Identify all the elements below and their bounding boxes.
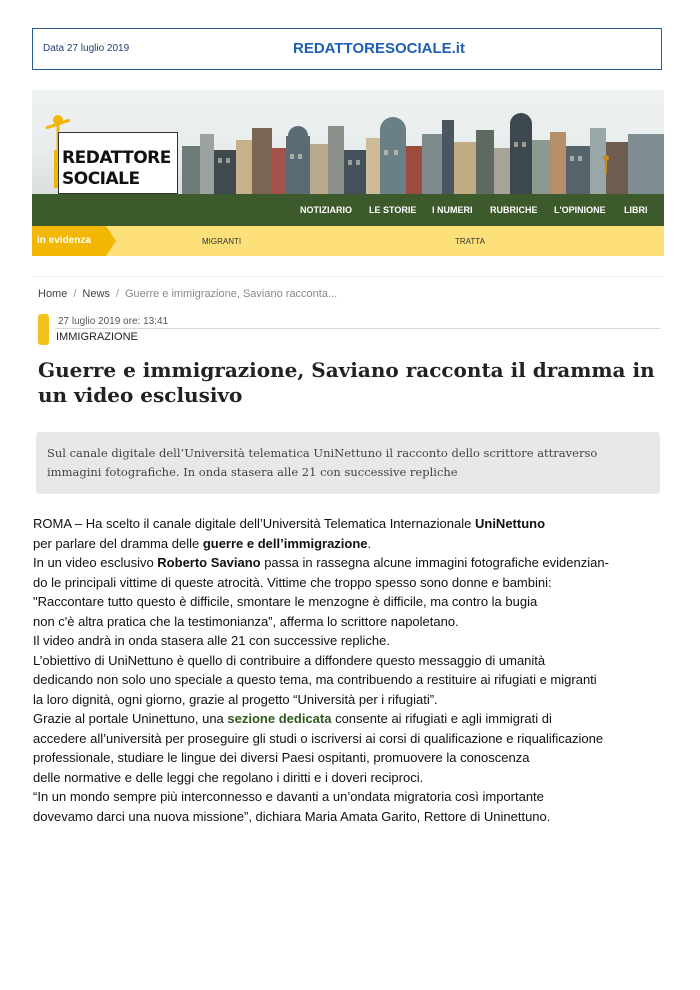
body-line — [33, 534, 673, 554]
breadcrumb-current: Guerre e immigrazione, Saviano racconta... — [124, 288, 338, 300]
body-line: Il video andrà in onda stasera alle 21 con successive repliche. — [33, 633, 390, 648]
body-line — [33, 553, 673, 573]
article-title — [38, 358, 658, 408]
body-line: non c'è altra pratica che la testimonianza”, afferma lo scrittore napoletano. — [33, 613, 459, 629]
sezione-dedicata-link[interactable]: sezione dedicata — [227, 711, 332, 726]
breadcrumb-separator: / — [73, 288, 77, 300]
nav-item-opinione[interactable]: L'OPINIONE — [554, 205, 606, 215]
article-summary — [47, 444, 647, 482]
body-text: consente ai rifugiati e agli immigrati di — [331, 711, 552, 726]
body-line — [33, 709, 673, 729]
logo-text-line2: SOCIALE — [62, 169, 140, 189]
body-text: ROMA – Ha scelto il canale digitale dell’Università Telematica Internazionale — [33, 516, 475, 531]
body-bold: UniNettuno — [474, 516, 546, 531]
summary-line2: immagini fotografiche. In onda stasera alle 21 con successive repliche — [47, 465, 458, 479]
article-summary-box — [36, 432, 660, 494]
main-navigation — [32, 194, 664, 226]
article-date: 27 luglio 2019 ore: 13:41 — [58, 316, 169, 327]
body-line: la loro dignità, ogni giorno, grazie al progetto “Università per i rifugiati”. — [33, 691, 438, 707]
print-date: Data 27 luglio 2019 — [43, 43, 130, 54]
in-evidenza-bar — [32, 226, 664, 256]
body-line: professionale, studiare le lingue dei diversi Paesi ospitanti, promuovere la conoscenza — [33, 750, 530, 765]
date-bar — [32, 28, 662, 70]
evidenza-link-migranti[interactable]: MIGRANTI — [202, 237, 242, 246]
breadcrumb-news[interactable]: News — [82, 288, 110, 300]
breadcrumb-separator: / — [115, 288, 119, 300]
body-line — [33, 514, 673, 534]
nav-item-rubriche[interactable]: RUBRICHE — [490, 205, 538, 215]
nav-item-libri[interactable]: LIBRI — [624, 205, 648, 215]
in-evidenza-arrow — [106, 226, 116, 256]
breadcrumb-home[interactable]: Home — [38, 288, 68, 300]
article-title-line2: un video esclusivo — [38, 383, 243, 407]
meta-divider — [55, 328, 660, 329]
body-bold: Roberto Saviano — [157, 555, 261, 570]
nav-item-le-storie[interactable]: LE STORIE — [369, 205, 417, 215]
in-evidenza-tag — [32, 226, 106, 256]
body-line: delle normative e delle leggi che regolano i diritti e i doveri reciproci. — [33, 769, 424, 785]
body-text: per parlare del dramma delle — [33, 535, 203, 551]
article-category[interactable]: IMMIGRAZIONE — [56, 331, 138, 343]
body-text: . — [367, 535, 372, 551]
body-line: accedere all’università per proseguire gli studi o iscriversi ai corsi di qualificazione e riqualificazione — [33, 730, 604, 746]
site-name[interactable]: REDATTORESOCIALE.it — [293, 40, 465, 57]
body-line: do le principali vittime di queste atrocità. Vittime che troppo spesso sono donne e bambini: — [33, 574, 552, 590]
in-evidenza-label: in evidenza — [37, 235, 91, 246]
logo-text-line1: REDATTORE — [62, 148, 171, 168]
body-text: passa in rassegna alcune immagini fotografiche evidenzian- — [260, 555, 609, 570]
body-text: In un video esclusivo — [33, 555, 158, 570]
category-marker — [38, 314, 49, 345]
body-line: “In un mondo sempre più interconnesso e davanti a un’ondata migratoria così importante — [33, 789, 544, 804]
body-line: dovevamo darci una nuova missione”, dichiara Maria Amata Garito, Rettore di Uninettuno. — [33, 808, 551, 824]
nav-item-notiziario[interactable]: NOTIZIARIO — [300, 205, 352, 215]
article-title-line1: Guerre e immigrazione, Saviano racconta il dramma in — [38, 358, 655, 382]
breadcrumb — [38, 288, 337, 300]
nav-item-i-numeri[interactable]: I NUMERI — [432, 205, 473, 215]
breadcrumb-divider — [32, 276, 664, 277]
summary-line1: Sul canale digitale dell’Università telematica UniNettuno il racconto dello scrittore attraverso — [47, 446, 598, 460]
article-body — [33, 514, 673, 826]
body-line: L’obiettivo di UniNettuno è quello di contribuire a diffondere questo messaggio di umanità — [33, 652, 546, 668]
evidenza-link-tratta[interactable]: TRATTA — [455, 237, 485, 246]
body-bold: guerre e dell’immigrazione — [202, 535, 368, 551]
body-text: Grazie al portale Uninettuno, una — [33, 711, 228, 726]
body-line: "Raccontare tutto questo è difficile, smontare le menzogne è difficile, ma contro la bugia — [33, 594, 538, 609]
body-line: dedicando non solo uno speciale a questo tema, ma contribuendo a restituire ai rifugiati e migranti — [33, 672, 597, 687]
